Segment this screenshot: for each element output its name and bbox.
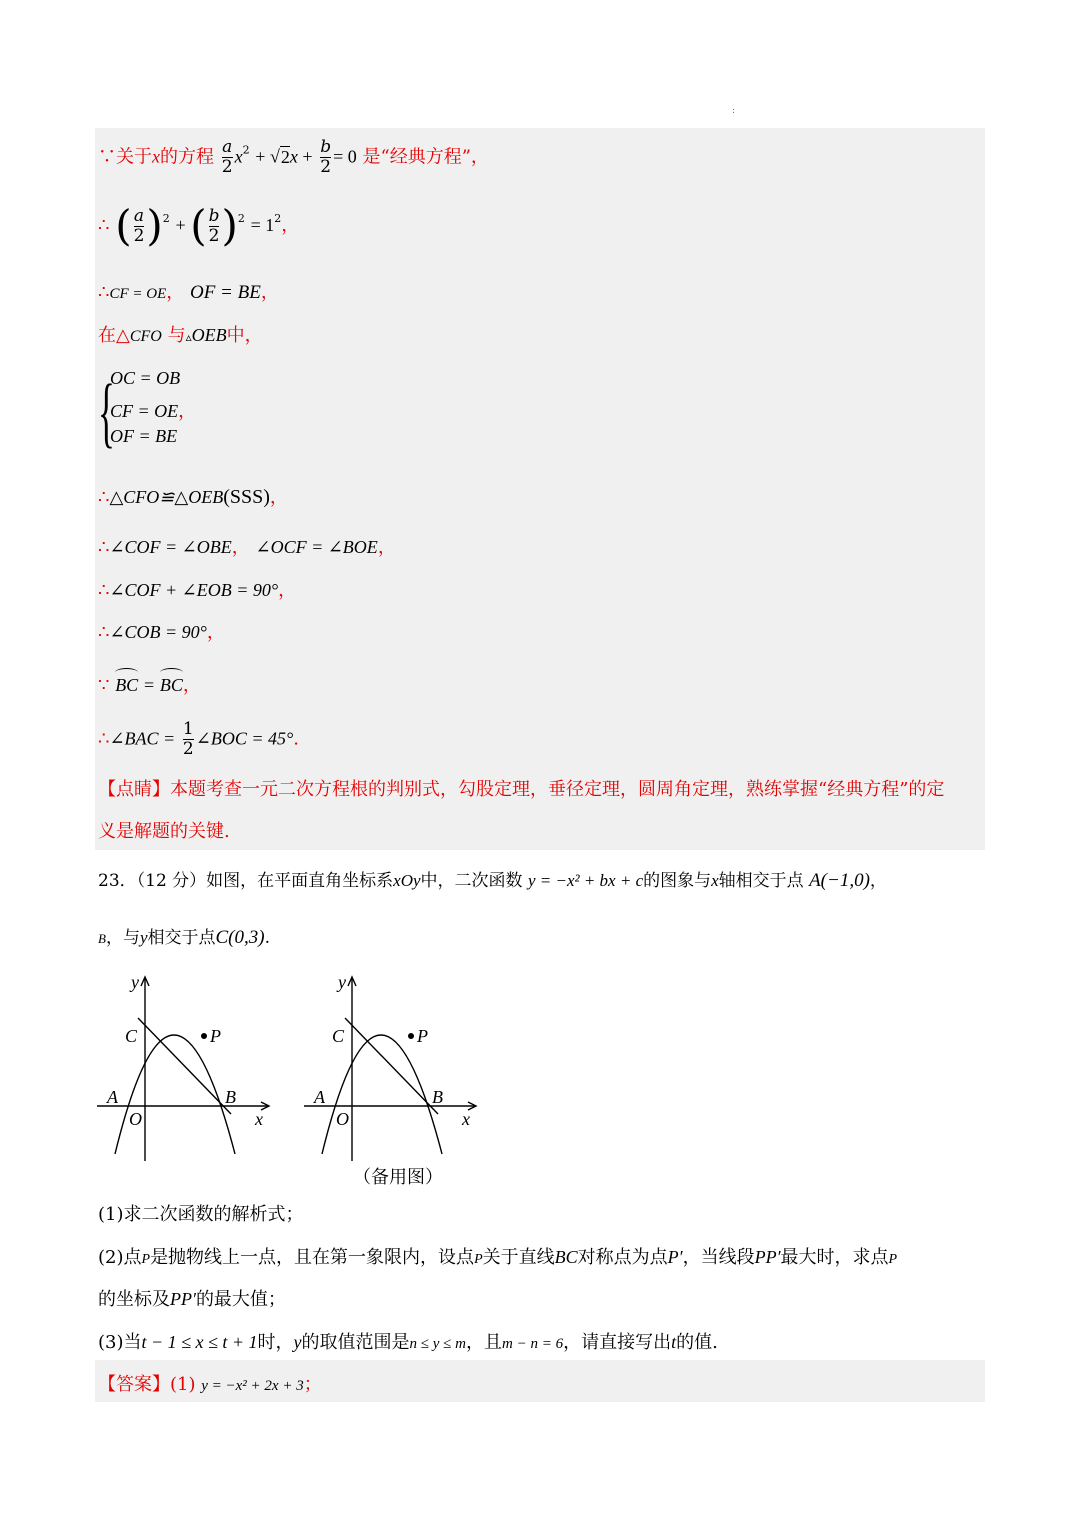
solution-line-3: ∴CF = OE， OF = BE， (98, 282, 279, 303)
system-eq-1: OC = OB (110, 368, 181, 388)
label-c: C (125, 1026, 138, 1046)
point-p (201, 1033, 207, 1039)
label-b: B (432, 1087, 443, 1107)
label-o: O (129, 1109, 142, 1129)
label-c: C (332, 1026, 345, 1046)
label-p: P (210, 1026, 221, 1046)
solution-line-9: ∴∠COB = 90°， (98, 622, 225, 643)
parabola-figure-2 (300, 968, 490, 1168)
system-eq-3: OF = BE (110, 426, 178, 446)
solution-line-10: ∵ BC = BC， (98, 672, 201, 699)
solution-line-6: ∴△CFO≌△OEB(SSS)， (98, 486, 288, 508)
header-mark: : (732, 106, 736, 116)
comment-line-2: 义是解题的关键. (98, 821, 230, 842)
label-a: A (107, 1087, 118, 1107)
parabola-curve (322, 1035, 442, 1154)
parabola-figure-1 (93, 968, 283, 1168)
label-y: y (131, 972, 139, 992)
label-o: O (336, 1109, 349, 1129)
question-2-line-2: 的坐标及PP′的最大值； (98, 1289, 286, 1310)
question-1: (1)求二次函数的解析式； (98, 1204, 304, 1225)
arc-bc-2: BC (160, 672, 183, 698)
solution-line-1: ∵关于x的方程 $\frac{a}{2}$ $x^2 + √2x$ + $\frac{b}{2}$ = 0 是“经典方程”， (98, 137, 489, 177)
figure-caption: （备用图） (353, 1167, 443, 1188)
arc-bc-1: BC (115, 672, 138, 698)
label-a: A (314, 1087, 325, 1107)
question-2-line-1: (2)点P是抛物线上一点，且在第一象限内，设点P关于直线BC对称点为点P′，当线段PP′最大时，求点P (98, 1247, 898, 1268)
solution-line-7: ∴∠COF = ∠OBE， ∠OCF = ∠BOE， (98, 537, 396, 558)
solution-line-8: ∴∠COF + ∠EOB = 90°， (98, 580, 297, 601)
comment-line-1: 【点睛】本题考查一元二次方程根的判别式，勾股定理，垂径定理，圆周角定理，熟练掌握“经典方程”的定 (98, 779, 945, 800)
solution-line-2: ∴ ( $\frac{a}{2}$ )$^2$ + ( $\frac{b}{2}$ )$^2 = 1^2$， (98, 201, 300, 250)
point-p (408, 1033, 414, 1039)
question-3: (3)当t − 1 ≤ x ≤ t + 1时，y的取值范围是n ≤ y ≤ m，且m − n = 6，请直接写出t的值. (98, 1332, 718, 1353)
label-x: x (255, 1109, 263, 1129)
solution-line-4: 在△CFO 与▵OEB中， (98, 325, 263, 346)
problem-line-2: B，与y相交于点C(0,3). (98, 927, 270, 948)
problem-line-1: 23．（12 分）如图，在平面直角坐标系xOy中，二次函数 y = −x² + bx + c的图象与x轴相交于点 A(−1,0)， (98, 870, 887, 891)
solution-line-11: ∴∠BAC = $\frac{1}{2}$ ∠BOC = 45°. (98, 719, 299, 759)
answer-line: 【答案】(1) y = −x² + 2x + 3； (98, 1374, 322, 1395)
label-x: x (462, 1109, 470, 1129)
label-y: y (338, 972, 346, 992)
label-p: P (417, 1026, 428, 1046)
label-b: B (225, 1087, 236, 1107)
system-eq-2: CF = OE， (110, 401, 197, 422)
parabola-curve (115, 1035, 235, 1154)
